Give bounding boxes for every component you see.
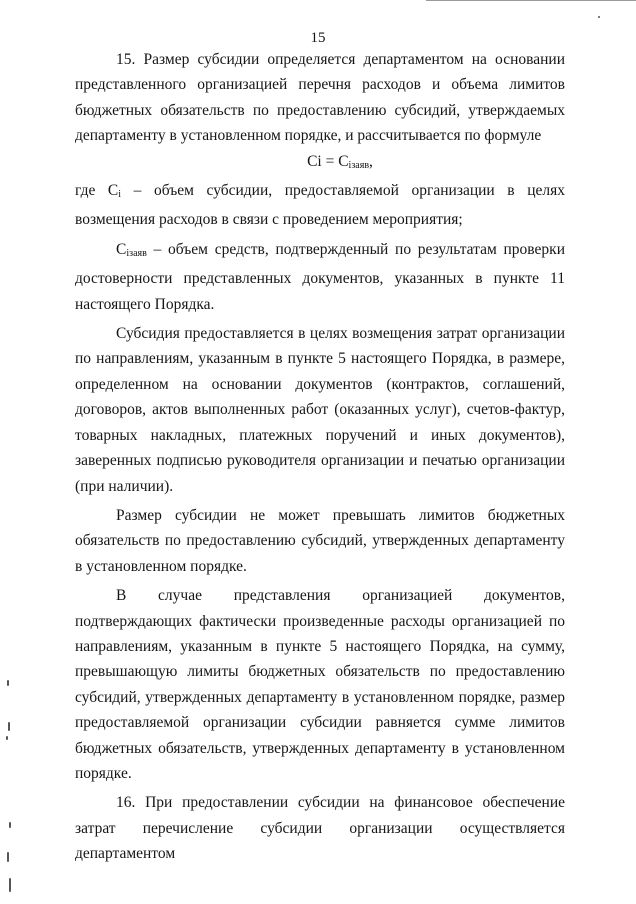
scan-speck	[9, 878, 11, 892]
formula-tail: ,	[369, 152, 373, 170]
page-number: 15	[310, 30, 326, 46]
scan-speck	[7, 680, 9, 686]
ci-lead: C	[116, 240, 127, 258]
paragraph-subsidy-purpose: Субсидия предоставляется в целях возмещения затрат организации по направлениям, указанным в пункте 5 настоящего Порядка, в размере, определенном на основании документов (контрактов, соглашений, договоров, актов выполненных работ (оказанных услуг), счетов-фактур, товарных накладных, платежных поручений и иных документов), заверенных подписью руководителя организации и печатью организации (при наличии).	[75, 325, 565, 495]
scan-speck	[9, 822, 11, 828]
paragraph-15: 15. Размер субсидии определяется департаментом на основании представленного организацией перечня расходов и объема лимитов бюджетных обязательств по предоставлению субсидий, утверждаемых департаменту в установленном порядке, и рассчитывается по формуле	[75, 51, 565, 145]
paragraph-subsidy-limit: Размер субсидии не может превышать лимитов бюджетных обязательств по предоставлению субсидий, утвержденных департаменту в установленном порядке.	[75, 506, 565, 575]
ci-subscript: iзаяв	[126, 247, 147, 259]
paragraph-excess-case: В случае представления организацией документов, подтверждающих фактически произведенные расходы организацией по направлениям, указанным в пункте 5 настоящего Порядка, на сумму, превышающую лимиты бюджетных обязательств по предоставлению субсидий, утвержденных департаменту в установленном порядке, размер предоставляемой организации субсидии равняется сумме лимитов бюджетных обязательств, утвержденных департаменту в установленном порядке.	[75, 587, 565, 782]
paragraph-16: 16. При предоставлении субсидии на финансовое обеспечение затрат перечисление субсидии организации осуществляется департаментом	[75, 794, 565, 863]
where-subscript: i	[118, 189, 122, 201]
scan-speck	[598, 16, 600, 18]
where-lead: где C	[75, 182, 119, 200]
formula	[75, 149, 565, 178]
scan-speck	[8, 722, 10, 731]
formula-subscript: iзаяв	[348, 159, 370, 171]
where-text: – объем субсидии, предоставляемой организации в целях возмещения расходов в связи с проведением мероприятия;	[75, 182, 565, 229]
scan-speck	[7, 852, 9, 862]
scan-speck	[6, 736, 8, 740]
scan-top-rule	[426, 0, 636, 1]
paragraph-where-ci	[75, 178, 565, 233]
formula-lhs: Ci = C	[307, 152, 349, 170]
document-body	[75, 47, 565, 867]
ci-text: – объем средств, подтвержденный по результатам проверки достоверности представленных документов, указанных в пункте 11 настоящего Порядка.	[75, 240, 565, 313]
paragraph-ci-zayav	[75, 237, 565, 317]
